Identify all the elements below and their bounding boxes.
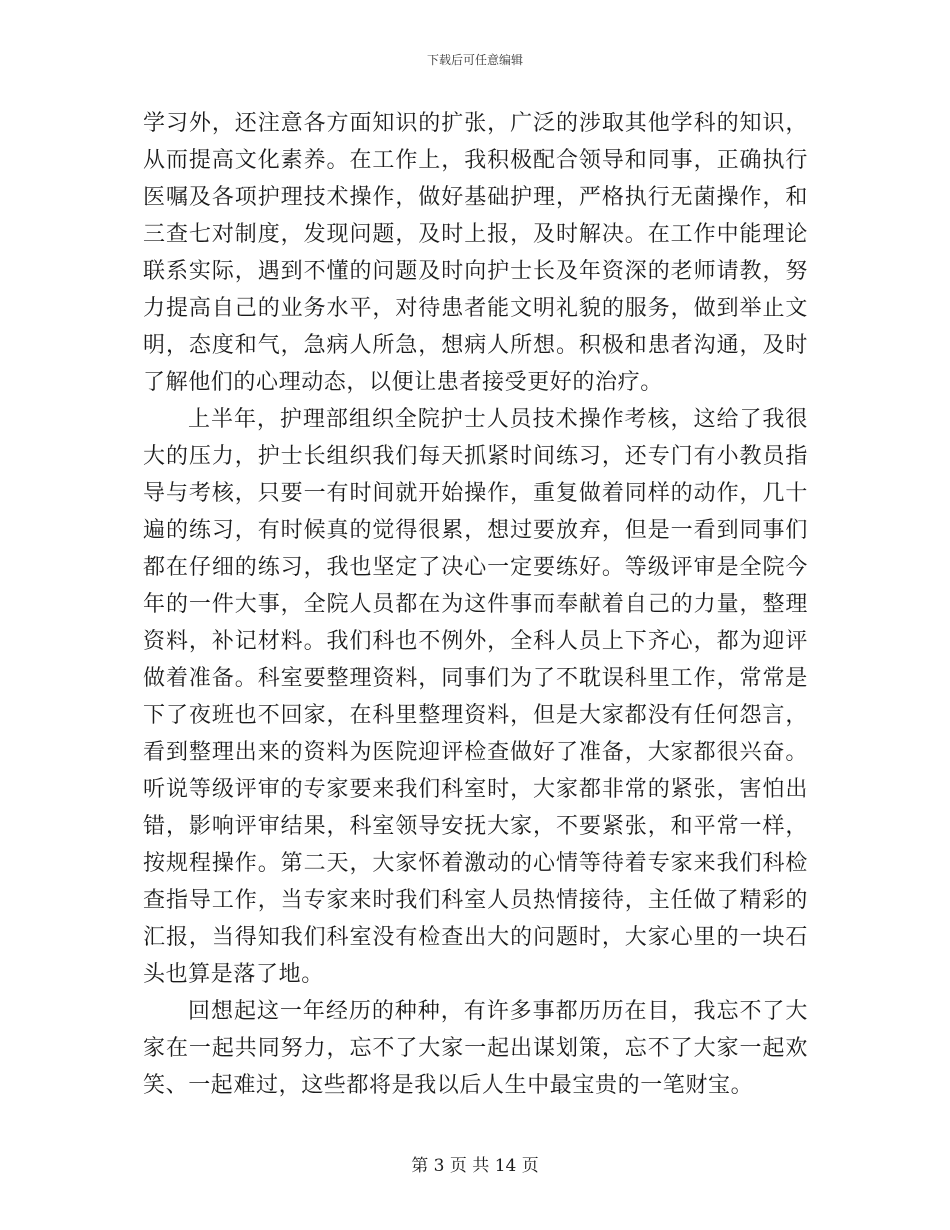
paragraph-2: 上半年，护理部组织全院护士人员技术操作考核，这给了我很大的压力，护士长组织我们每天抓紧时间练习，还专门有小教员指导与考核，只要一有时间就开始操作，重复做着同样的动作，几十遍的练习，有时候真的觉得很累，想过要放弃，但是一看到同事们都在仔细的练习，我也坚定了决心一定要练好。等级评审是全院今年的一件大事，全院人员都在为这件事而奉献着自己的力量，整理资料，补记材料。我们科也不例外，全科人员上下齐心，都为迎评做着准备。科室要整理资料，同事们为了不耽误科里工作，常常是下了夜班也不回家，在科里整理资料，但是大家都没有任何怨言，看到整理出来的资料为医院迎评检查做好了准备，大家都很兴奋。听说等级评审的专家要来我们科室时，大家都非常的紧张，害怕出错，影响评审结果，科室领导安抚大家，不要紧张，和平常一样，按规程操作。第二天，大家怀着激动的心情等待着专家来我们科检查指导工作，当专家来时我们科室人员热情接待，主任做了精彩的汇报，当得知我们科室没有检查出大的问题时，大家心里的一块石头也算是落了地。 bbox=[143, 407, 808, 987]
paragraph-3: 回想起这一年经历的种种，有许多事都历历在目，我忘不了大家在一起共同努力，忘不了大家一起出谋划策，忘不了大家一起欢笑、一起难过，这些都将是我以后人生中最宝贵的一笔财宝。 bbox=[143, 999, 808, 1098]
page-header-note: 下载后可任意编辑 bbox=[426, 53, 523, 67]
document-body bbox=[143, 105, 808, 1104]
page-number-footer: 第 3 页 共 14 页 bbox=[411, 1156, 539, 1176]
paragraph-1: 学习外，还注意各方面知识的扩张，广泛的涉取其他学科的知识，从而提高文化素养。在工作上，我积极配合领导和同事，正确执行医嘱及各项护理技术操作，做好基础护理，严格执行无菌操作，和三查七对制度，发现问题，及时上报，及时解决。在工作中能理论联系实际，遇到不懂的问题及时向护士长及年资深的老师请教，努力提高自己的业务水平，对待患者能文明礼貌的服务，做到举止文明，态度和气，急病人所急，想病人所想。积极和患者沟通，及时了解他们的心理动态，以便让患者接受更好的治疗。 bbox=[143, 111, 808, 395]
